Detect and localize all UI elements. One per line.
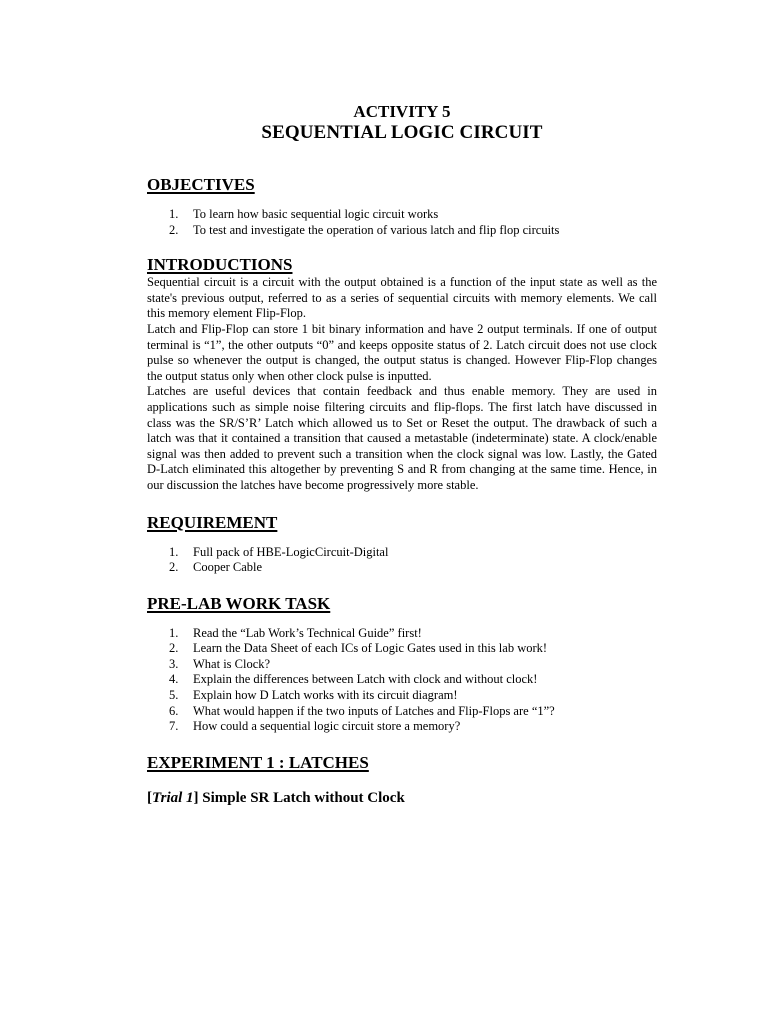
intro-paragraph: Sequential circuit is a circuit with the output obtained is a function of the input state as well as the state's previous output, referred to as a series of sequential circuits with memory elements. We call this memory element Flip-Flop.: [147, 275, 657, 321]
list-number: 4.: [169, 672, 179, 687]
trial-title: [147, 789, 657, 807]
list-number: 1.: [169, 625, 179, 640]
list-item: [147, 719, 657, 735]
page-title: SEQUENTIAL LOGIC CIRCUIT: [261, 122, 543, 143]
list-number: 3.: [169, 656, 179, 671]
list-number: 1.: [169, 544, 179, 559]
trial-close-bracket: ]: [193, 789, 199, 806]
list-text: How could a sequential logic circuit store a memory?: [193, 719, 461, 734]
list-text: Explain the differences between Latch with clock and without clock!: [193, 672, 538, 687]
list-text: What would happen if the two inputs of Latches and Flip-Flops are “1”?: [193, 703, 555, 718]
introductions-heading: INTRODUCTIONS: [147, 255, 293, 275]
list-number: 5.: [169, 688, 179, 703]
list-text: What is Clock?: [193, 656, 271, 671]
intro-paragraph: Latches are useful devices that contain feedback and thus enable memory. They are used in applications such as simple noise filtering circuits and flip-flops. The first latch have discussed in class was the SR/S’R’ Latch which allowed us to Set or Reset the output. The drawback of such a latch was that it contained a transition that caused a metastable (indeterminate) state. A clock/enable signal was then added to prevent such a transition when the clock signal was low. Lastly, the Gated D-Latch eliminated this altogether by preventing S and R from changing at the same time. Hence, in our discussion the latches have become progressively more stable.: [147, 384, 657, 492]
trial-label: Trial 1: [152, 789, 194, 806]
list-text: Full pack of HBE-LogicCircuit-Digital: [193, 544, 389, 559]
list-text: Read the “Lab Work’s Technical Guide” first!: [193, 625, 422, 640]
list-text: Cooper Cable: [193, 560, 263, 575]
list-text: Explain how D Latch works with its circuit diagram!: [193, 688, 458, 703]
intro-paragraph: Latch and Flip-Flop can store 1 bit binary information and have 2 output terminals. If one of output terminal is “1”, the other outputs “0” and keeps opposite status of 2. Latch circuit does not use clock pulse so whenever the output is changed, the output status is changed. However Flip-Flop changes the output status only when other clock pulse is inputted.: [147, 321, 657, 383]
list-number: 6.: [169, 703, 179, 718]
activity-label: ACTIVITY 5: [353, 102, 451, 121]
list-item: [147, 626, 657, 642]
prelab-list: [147, 626, 657, 735]
list-item: [147, 223, 657, 239]
list-number: 2.: [169, 560, 179, 575]
list-text: Learn the Data Sheet of each ICs of Logic Gates used in this lab work!: [193, 641, 548, 656]
list-number: 2.: [169, 641, 179, 656]
requirement-heading: REQUIREMENT: [147, 512, 278, 532]
list-number: 1.: [169, 207, 179, 221]
list-item: [147, 207, 657, 223]
list-text: To learn how basic sequential logic circuit works: [193, 207, 439, 221]
list-item: [147, 688, 657, 704]
trial-open-bracket: [: [147, 789, 152, 806]
list-item: [147, 672, 657, 688]
list-item: [147, 704, 657, 720]
list-item: [147, 545, 657, 561]
prelab-heading: PRE-LAB WORK TASK: [147, 593, 331, 613]
document-page: [147, 102, 657, 807]
objectives-list: [147, 207, 657, 238]
list-item: [147, 560, 657, 576]
requirement-list: [147, 545, 657, 576]
list-text: To test and investigate the operation of various latch and flip flop circuits: [193, 222, 560, 237]
list-item: [147, 657, 657, 673]
list-item: [147, 641, 657, 657]
list-number: 2.: [169, 222, 179, 237]
experiment-heading: EXPERIMENT 1 : LATCHES: [147, 752, 369, 772]
objectives-heading: OBJECTIVES: [147, 175, 255, 194]
trial-name: Simple SR Latch without Clock: [202, 789, 405, 806]
list-number: 7.: [169, 719, 179, 734]
